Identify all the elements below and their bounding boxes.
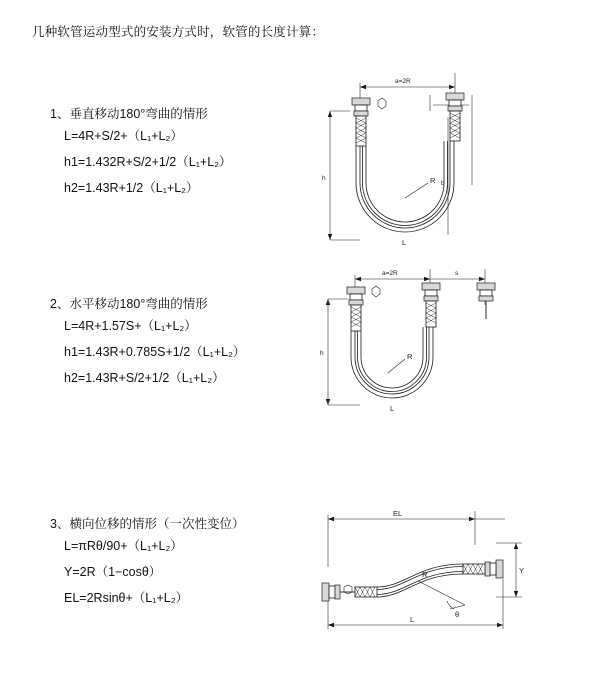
- page-title: 几种软管运动型式的安装方式时，软管的长度计算：: [32, 25, 325, 39]
- case-3-formula-2: Y=2R（1−cosθ）: [64, 565, 162, 579]
- case-2-radius-label: R: [407, 352, 413, 361]
- case-1-side-dim-label: h: [322, 175, 326, 182]
- case-3-bottom-dim-label: L: [410, 615, 415, 624]
- case-3-angle-label: θ: [455, 610, 460, 619]
- case-2-formula-1: L=4R+1.57S+（L₁+L₂）: [64, 319, 197, 333]
- case-2-top-dim-label: a=2R: [382, 270, 398, 277]
- case-2-formula-2: h1=1.43R+0.785S+1/2（L₁+L₂）: [64, 345, 246, 359]
- case-3-formula-1: L=πRθ/90+（L₁+L₂）: [64, 539, 183, 553]
- case-1-formula-2: h1=1.432R+S/2+1/2（L₁+L₂）: [64, 155, 232, 169]
- case-2-formula-3: h2=1.43R+S/2+1/2（L₁+L₂）: [64, 371, 225, 385]
- case-2-title: 2、水平移动180°弯曲的情形: [50, 297, 208, 311]
- case-3-title: 3、横向位移的情形（一次性变位）: [50, 517, 245, 531]
- case-2-text: [50, 295, 300, 391]
- case-2-figure: [300, 255, 590, 455]
- case-1-title: 1、垂直移动180°弯曲的情形: [50, 107, 208, 121]
- case-3-figure: [300, 505, 590, 645]
- case-1-figure: [300, 65, 590, 275]
- case-3-top-dim-label: EL: [393, 509, 403, 518]
- case-1-bottom-dim-label: L: [402, 238, 407, 247]
- case-2-drawing: [300, 255, 590, 455]
- case-1-radius-label: R: [430, 176, 436, 185]
- case-2-bottom-dim-label: L: [390, 404, 395, 413]
- case-1-top-dim-label: a=2R: [395, 78, 411, 85]
- case-1-inner-dim-label: b: [441, 180, 445, 187]
- case-1-text: [50, 105, 300, 201]
- case-2-side-dim-label: h: [320, 350, 324, 357]
- case-3-text: [50, 515, 300, 611]
- case-3-side-dim-label: Y: [519, 566, 525, 575]
- case-3-formula-3: EL=2Rsinθ+（L₁+L₂）: [64, 591, 189, 605]
- case-3-radius-label: R: [422, 570, 428, 579]
- case-3-drawing: [300, 505, 590, 645]
- case-1-formula-1: L=4R+S/2+（L₁+L₂）: [64, 129, 183, 143]
- case-1-drawing: [300, 65, 590, 275]
- case-2-top-dim-2-label: s: [455, 270, 459, 277]
- case-1-formula-3: h2=1.43R+1/2（L₁+L₂）: [64, 181, 199, 195]
